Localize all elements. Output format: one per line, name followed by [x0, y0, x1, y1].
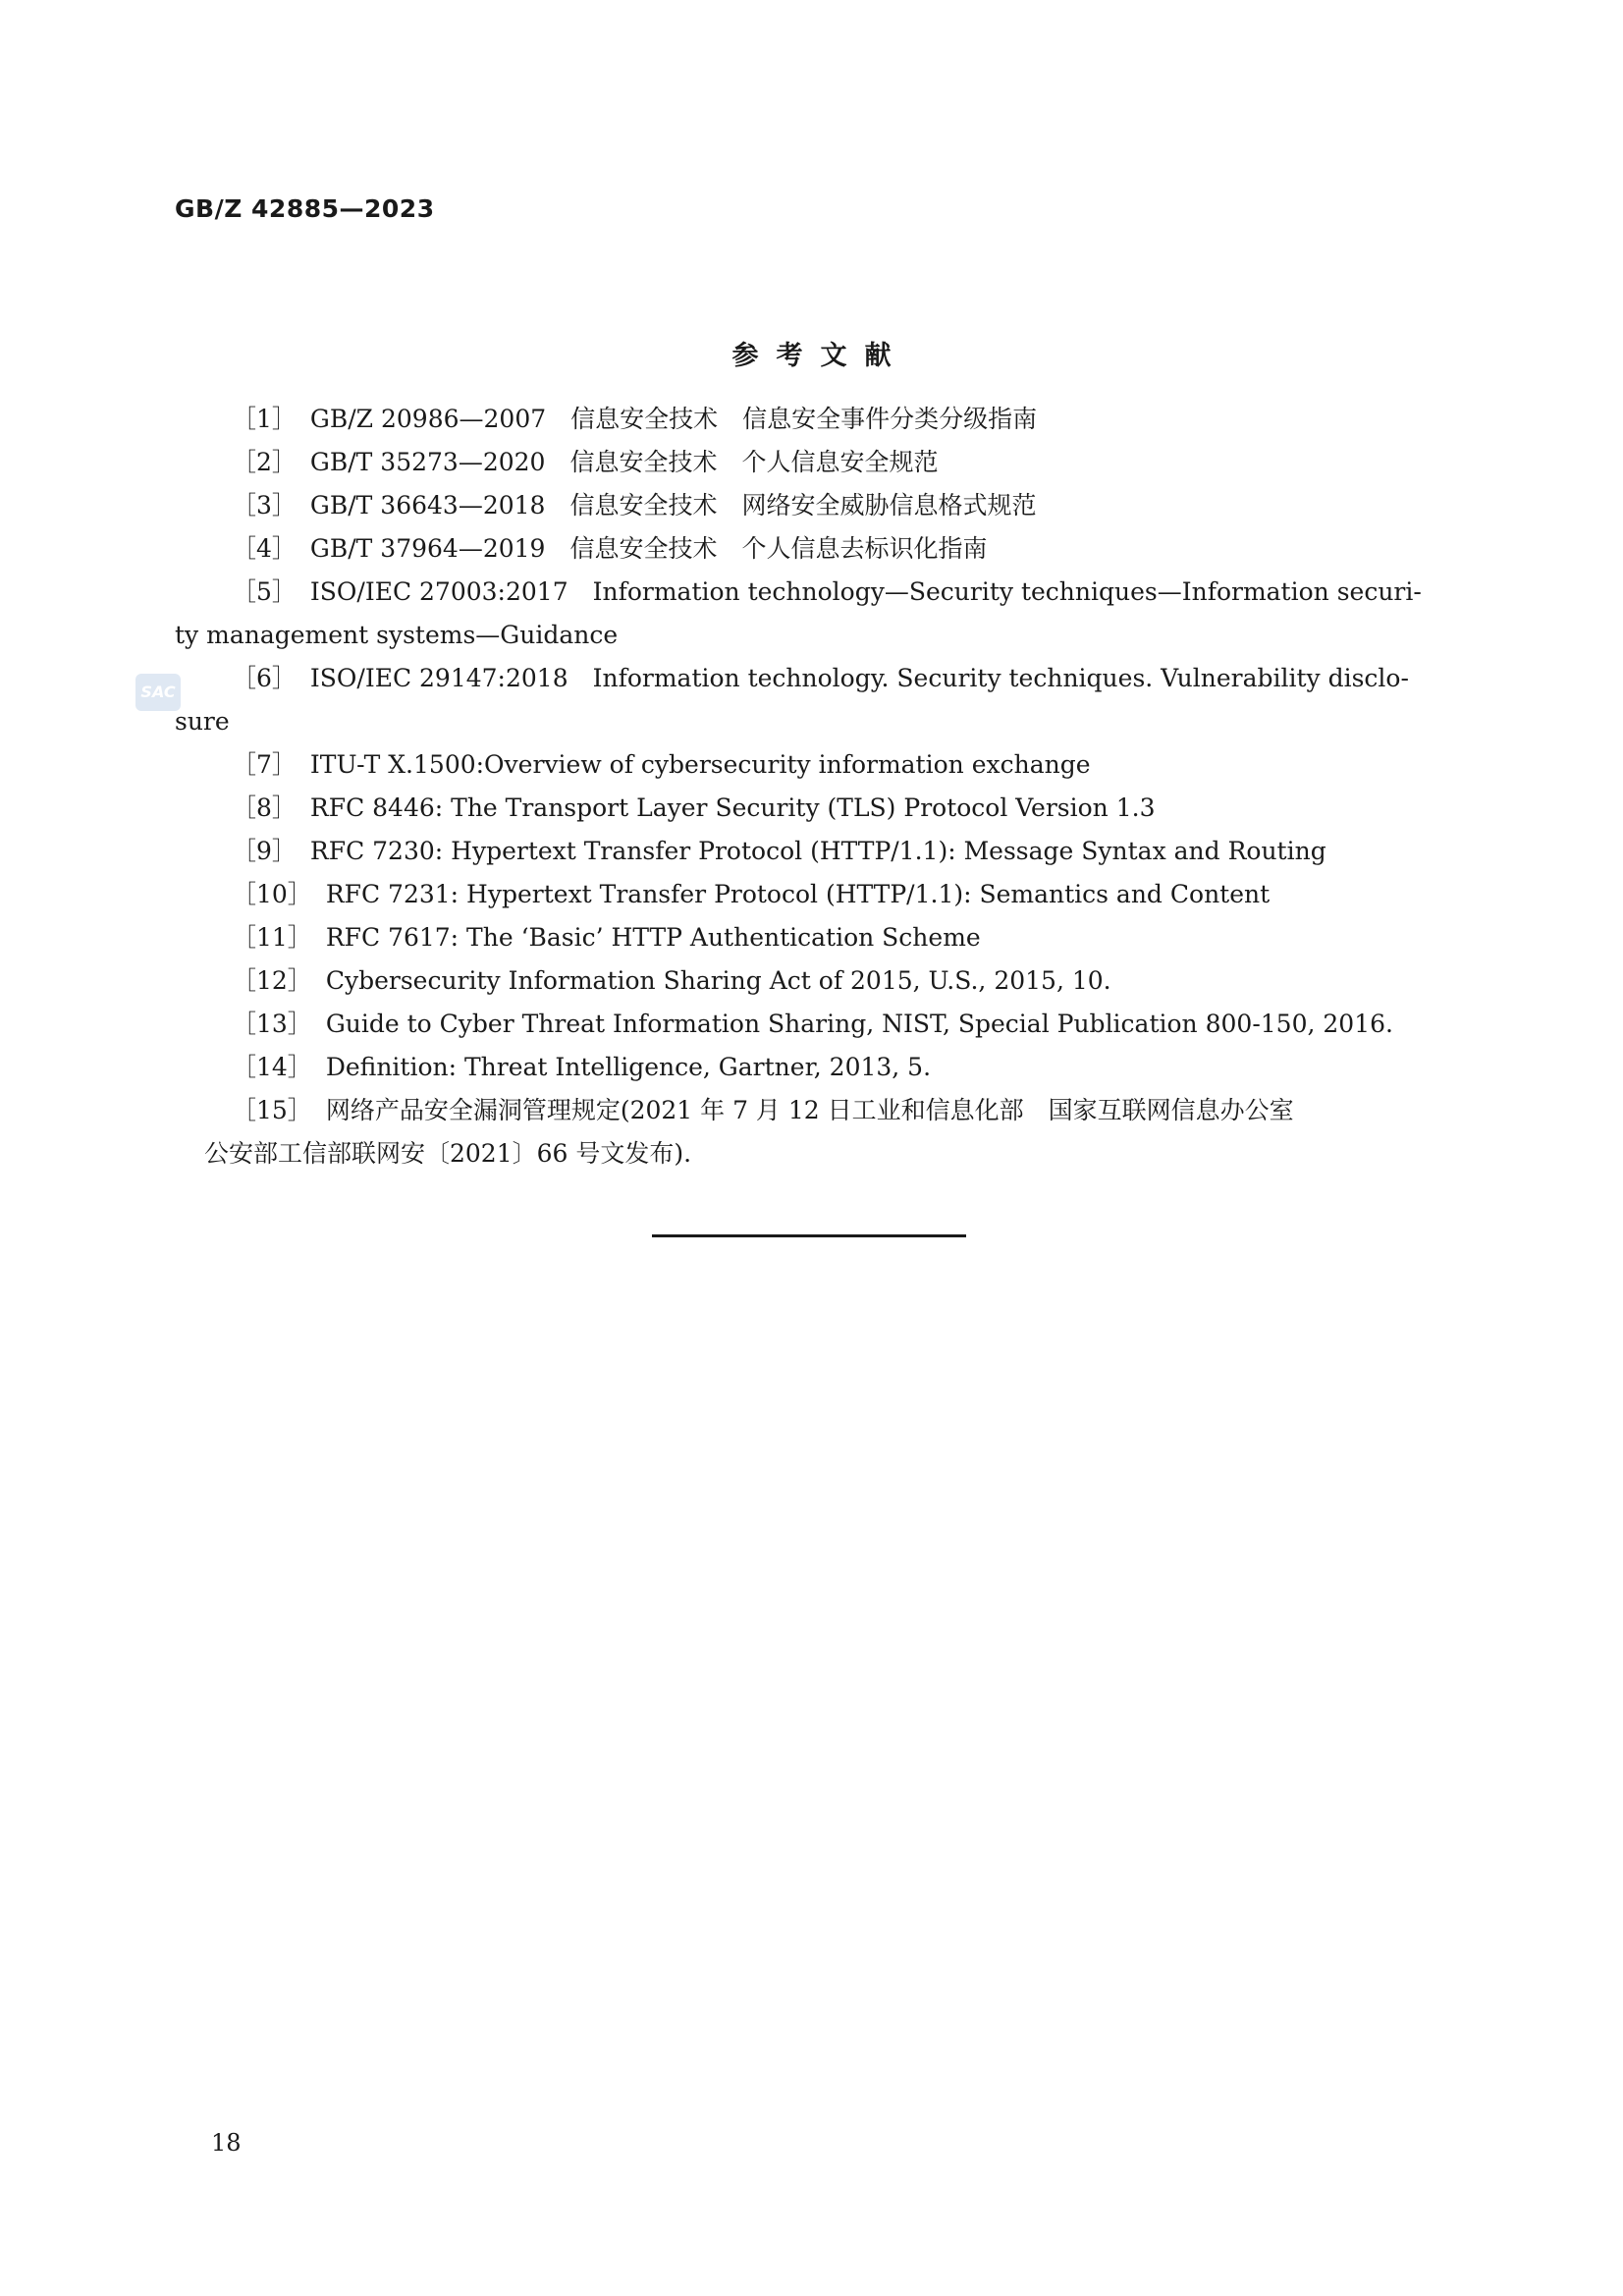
reference-number: ［13］ — [232, 1010, 312, 1038]
reference-number: ［9］ — [232, 837, 297, 865]
reference-item — [0, 1003, 1623, 1046]
reference-list — [0, 398, 1623, 1175]
reference-text: Cybersecurity Information Sharing Act of 2015, U.S., 2015, 10. — [325, 966, 1111, 995]
section-title: 参考文献 — [731, 341, 909, 371]
reference-text: GB/T 36643—2018 信息安全技术 网络安全威胁信息格式规范 — [309, 491, 1037, 519]
reference-number: ［5］ — [232, 577, 297, 606]
sac-watermark-logo: SAC — [135, 674, 181, 711]
reference-item — [0, 959, 1623, 1003]
reference-text: RFC 7231: Hypertext Transfer Protocol (HTTP/1.1): Semantics and Content — [325, 880, 1271, 908]
end-of-document-rule — [652, 1234, 966, 1237]
reference-number: ［11］ — [232, 923, 312, 952]
reference-number: ［7］ — [232, 750, 297, 779]
standard-code: GB/Z 42885—2023 — [175, 194, 435, 223]
page-number: 18 — [211, 2129, 242, 2157]
reference-text: RFC 7617: The ‘Basic’ HTTP Authentication Scheme — [325, 923, 981, 952]
reference-text: 网络产品安全漏洞管理规定(2021 年 7 月 12 日工业和信息化部 国家互联网信息办公室 — [325, 1096, 1294, 1124]
reference-text: RFC 7230: Hypertext Transfer Protocol (HTTP/1.1): Message Syntax and Routing — [309, 837, 1326, 865]
reference-text: GB/Z 20986—2007 信息安全技术 信息安全事件分类分级指南 — [309, 405, 1038, 433]
reference-item — [0, 830, 1623, 873]
reference-item — [0, 527, 1623, 571]
reference-number: ［2］ — [232, 448, 297, 476]
reference-item — [0, 787, 1623, 830]
reference-text: Definition: Threat Intelligence, Gartner, 2013, 5. — [325, 1053, 932, 1081]
reference-text: GB/T 37964—2019 信息安全技术 个人信息去标识化指南 — [309, 534, 988, 563]
reference-number: ［6］ — [232, 664, 297, 692]
reference-number: ［10］ — [232, 880, 312, 908]
reference-item — [0, 657, 1623, 700]
reference-text: ITU-T X.1500:Overview of cybersecurity information exchange — [309, 750, 1091, 779]
reference-text: GB/T 35273—2020 信息安全技术 个人信息安全规范 — [309, 448, 939, 476]
reference-continuation: 公安部工信部联网安〔2021〕66 号文发布). — [204, 1139, 692, 1168]
reference-text: Guide to Cyber Threat Information Sharing, NIST, Special Publication 800-150, 2016. — [325, 1010, 1393, 1038]
reference-item — [0, 398, 1623, 441]
reference-item — [0, 916, 1623, 959]
reference-continuation: ty management systems—Guidance — [175, 621, 619, 649]
reference-number: ［3］ — [232, 491, 297, 519]
reference-text: ISO/IEC 29147:2018 Information technology. Security techniques. Vulnerability disclo- — [309, 664, 1409, 692]
reference-item — [0, 484, 1623, 527]
reference-item — [0, 1046, 1623, 1089]
reference-item — [0, 571, 1623, 614]
reference-number: ［15］ — [232, 1096, 312, 1124]
reference-item — [0, 743, 1623, 787]
reference-number: ［8］ — [232, 793, 297, 822]
reference-item — [0, 873, 1623, 916]
reference-number: ［14］ — [232, 1053, 312, 1081]
reference-text: RFC 8446: The Transport Layer Security (TLS) Protocol Version 1.3 — [309, 793, 1156, 822]
reference-number: ［4］ — [232, 534, 297, 563]
reference-number: ［12］ — [232, 966, 312, 995]
reference-item — [0, 441, 1623, 484]
reference-number: ［1］ — [232, 405, 297, 433]
reference-continuation: sure — [175, 707, 230, 736]
reference-text: ISO/IEC 27003:2017 Information technology—Security techniques—Information securi- — [309, 577, 1422, 606]
reference-item — [0, 1089, 1623, 1132]
